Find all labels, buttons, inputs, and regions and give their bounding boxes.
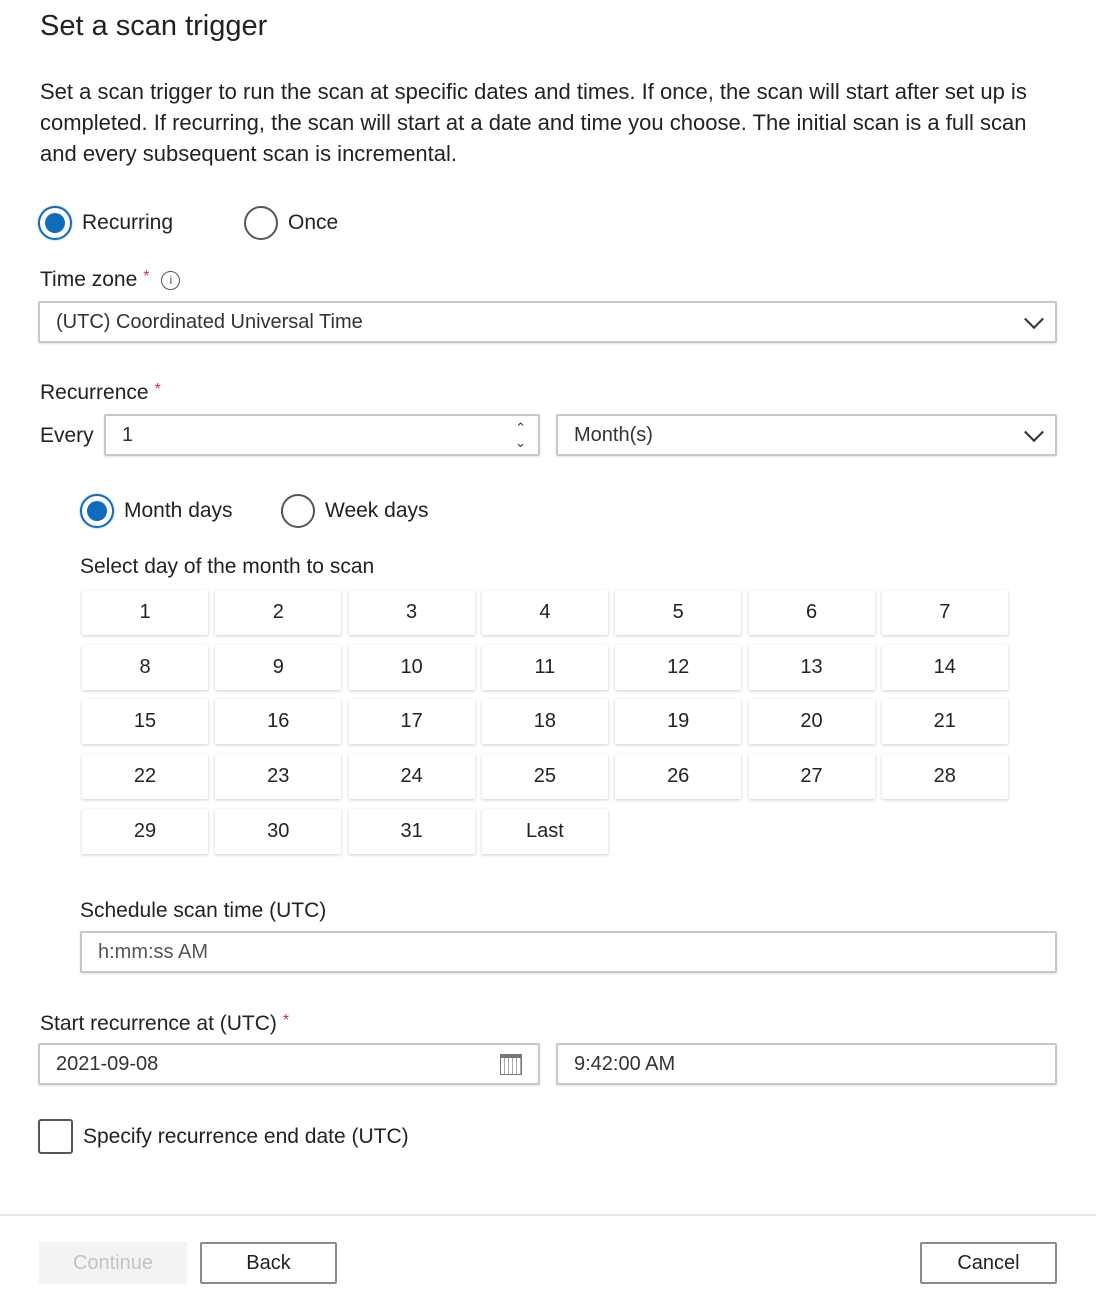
chevron-down-icon [1024,422,1044,442]
day-button-19[interactable]: 19 [615,699,741,744]
required-marker: * [143,268,150,285]
label-text: Time zone [40,268,138,291]
required-marker: * [154,381,161,398]
schedule-time-label: Schedule scan time (UTC) [80,899,327,922]
day-button-24[interactable]: 24 [349,754,475,799]
chevron-down-icon [1024,309,1044,329]
day-button-29[interactable]: 29 [82,809,208,854]
radio-month-days[interactable] [80,494,233,528]
radio-label: Week days [325,499,429,522]
day-button-23[interactable]: 23 [215,754,341,799]
description: Set a scan trigger to run the scan at specific dates and times. If once, the scan will start after set up is completed. If recurring, the scan will start at a date and time you choose. The initial scan is a full scan and every subsequent scan is incremental. [40,79,1027,166]
radio-label: Once [288,211,339,234]
label-text: Start recurrence at (UTC) [40,1012,277,1035]
day-button-21[interactable]: 21 [882,699,1008,744]
every-number-input[interactable] [104,414,540,456]
day-button-8[interactable]: 8 [82,645,208,690]
radio-label: Recurring [82,211,174,234]
day-button-16[interactable]: 16 [215,699,341,744]
radio-unselected-icon [244,206,278,240]
day-picker-label: Select day of the month to scan [80,555,375,578]
radio-week-days[interactable] [281,494,429,528]
radio-unselected-icon [281,494,315,528]
day-button-30[interactable]: 30 [215,809,341,854]
checkbox-label: Specify recurrence end date (UTC) [83,1124,409,1148]
day-button-10[interactable]: 10 [349,645,475,690]
recurrence-label [40,381,161,405]
cancel-button[interactable]: Cancel [920,1242,1057,1284]
footer-divider [0,1214,1096,1216]
page-title: Set a scan trigger [40,10,268,42]
day-button-17[interactable]: 17 [349,699,475,744]
day-button-11[interactable]: 11 [482,645,608,690]
day-button-13[interactable]: 13 [749,645,875,690]
input-value: 1 [122,423,134,446]
day-button-27[interactable]: 27 [749,754,875,799]
end-date-checkbox[interactable] [38,1119,409,1154]
day-button-18[interactable]: 18 [482,699,608,744]
radio-selected-icon [38,206,72,240]
spinner-icon[interactable]: ⌃ ⌄ [515,420,526,450]
required-marker: * [282,1012,290,1029]
day-button-31[interactable]: 31 [349,809,475,854]
day-button-9[interactable]: 9 [215,645,341,690]
day-button-14[interactable]: 14 [882,645,1008,690]
radio-recurring[interactable] [38,206,173,240]
continue-button[interactable]: Continue [39,1242,187,1284]
info-icon[interactable]: i [161,271,180,290]
day-button-7[interactable]: 7 [882,590,1008,635]
radio-selected-icon [80,494,114,528]
select-value: Month(s) [574,423,653,446]
schedule-time-input[interactable] [80,931,1057,973]
radio-label: Month days [124,499,233,522]
start-time-input[interactable] [556,1043,1057,1085]
input-value: 9:42:00 AM [574,1052,676,1075]
label-text: Recurrence [40,381,149,404]
day-button-20[interactable]: 20 [749,699,875,744]
day-button-last[interactable]: Last [482,809,608,854]
day-button-5[interactable]: 5 [615,590,741,635]
time-zone-select[interactable] [38,301,1057,343]
day-button-6[interactable]: 6 [749,590,875,635]
day-button-2[interactable]: 2 [215,590,341,635]
time-zone-label [40,268,180,292]
every-label: Every [40,424,94,447]
checkbox-icon [38,1119,73,1154]
day-button-12[interactable]: 12 [615,645,741,690]
calendar-icon[interactable] [500,1054,522,1075]
back-button[interactable]: Back [200,1242,337,1284]
select-value: (UTC) Coordinated Universal Time [56,310,363,333]
unit-select[interactable] [556,414,1057,456]
day-button-25[interactable]: 25 [482,754,608,799]
input-value: 2021-09-08 [56,1052,159,1075]
day-button-1[interactable]: 1 [82,590,208,635]
day-button-15[interactable]: 15 [82,699,208,744]
day-button-26[interactable]: 26 [615,754,741,799]
start-recurrence-label [40,1012,289,1036]
radio-once[interactable] [244,206,338,240]
start-date-input[interactable] [38,1043,540,1085]
day-button-3[interactable]: 3 [349,590,475,635]
day-button-4[interactable]: 4 [482,590,608,635]
day-button-28[interactable]: 28 [882,754,1008,799]
input-placeholder: h:mm:ss AM [98,940,209,963]
day-button-22[interactable]: 22 [82,754,208,799]
